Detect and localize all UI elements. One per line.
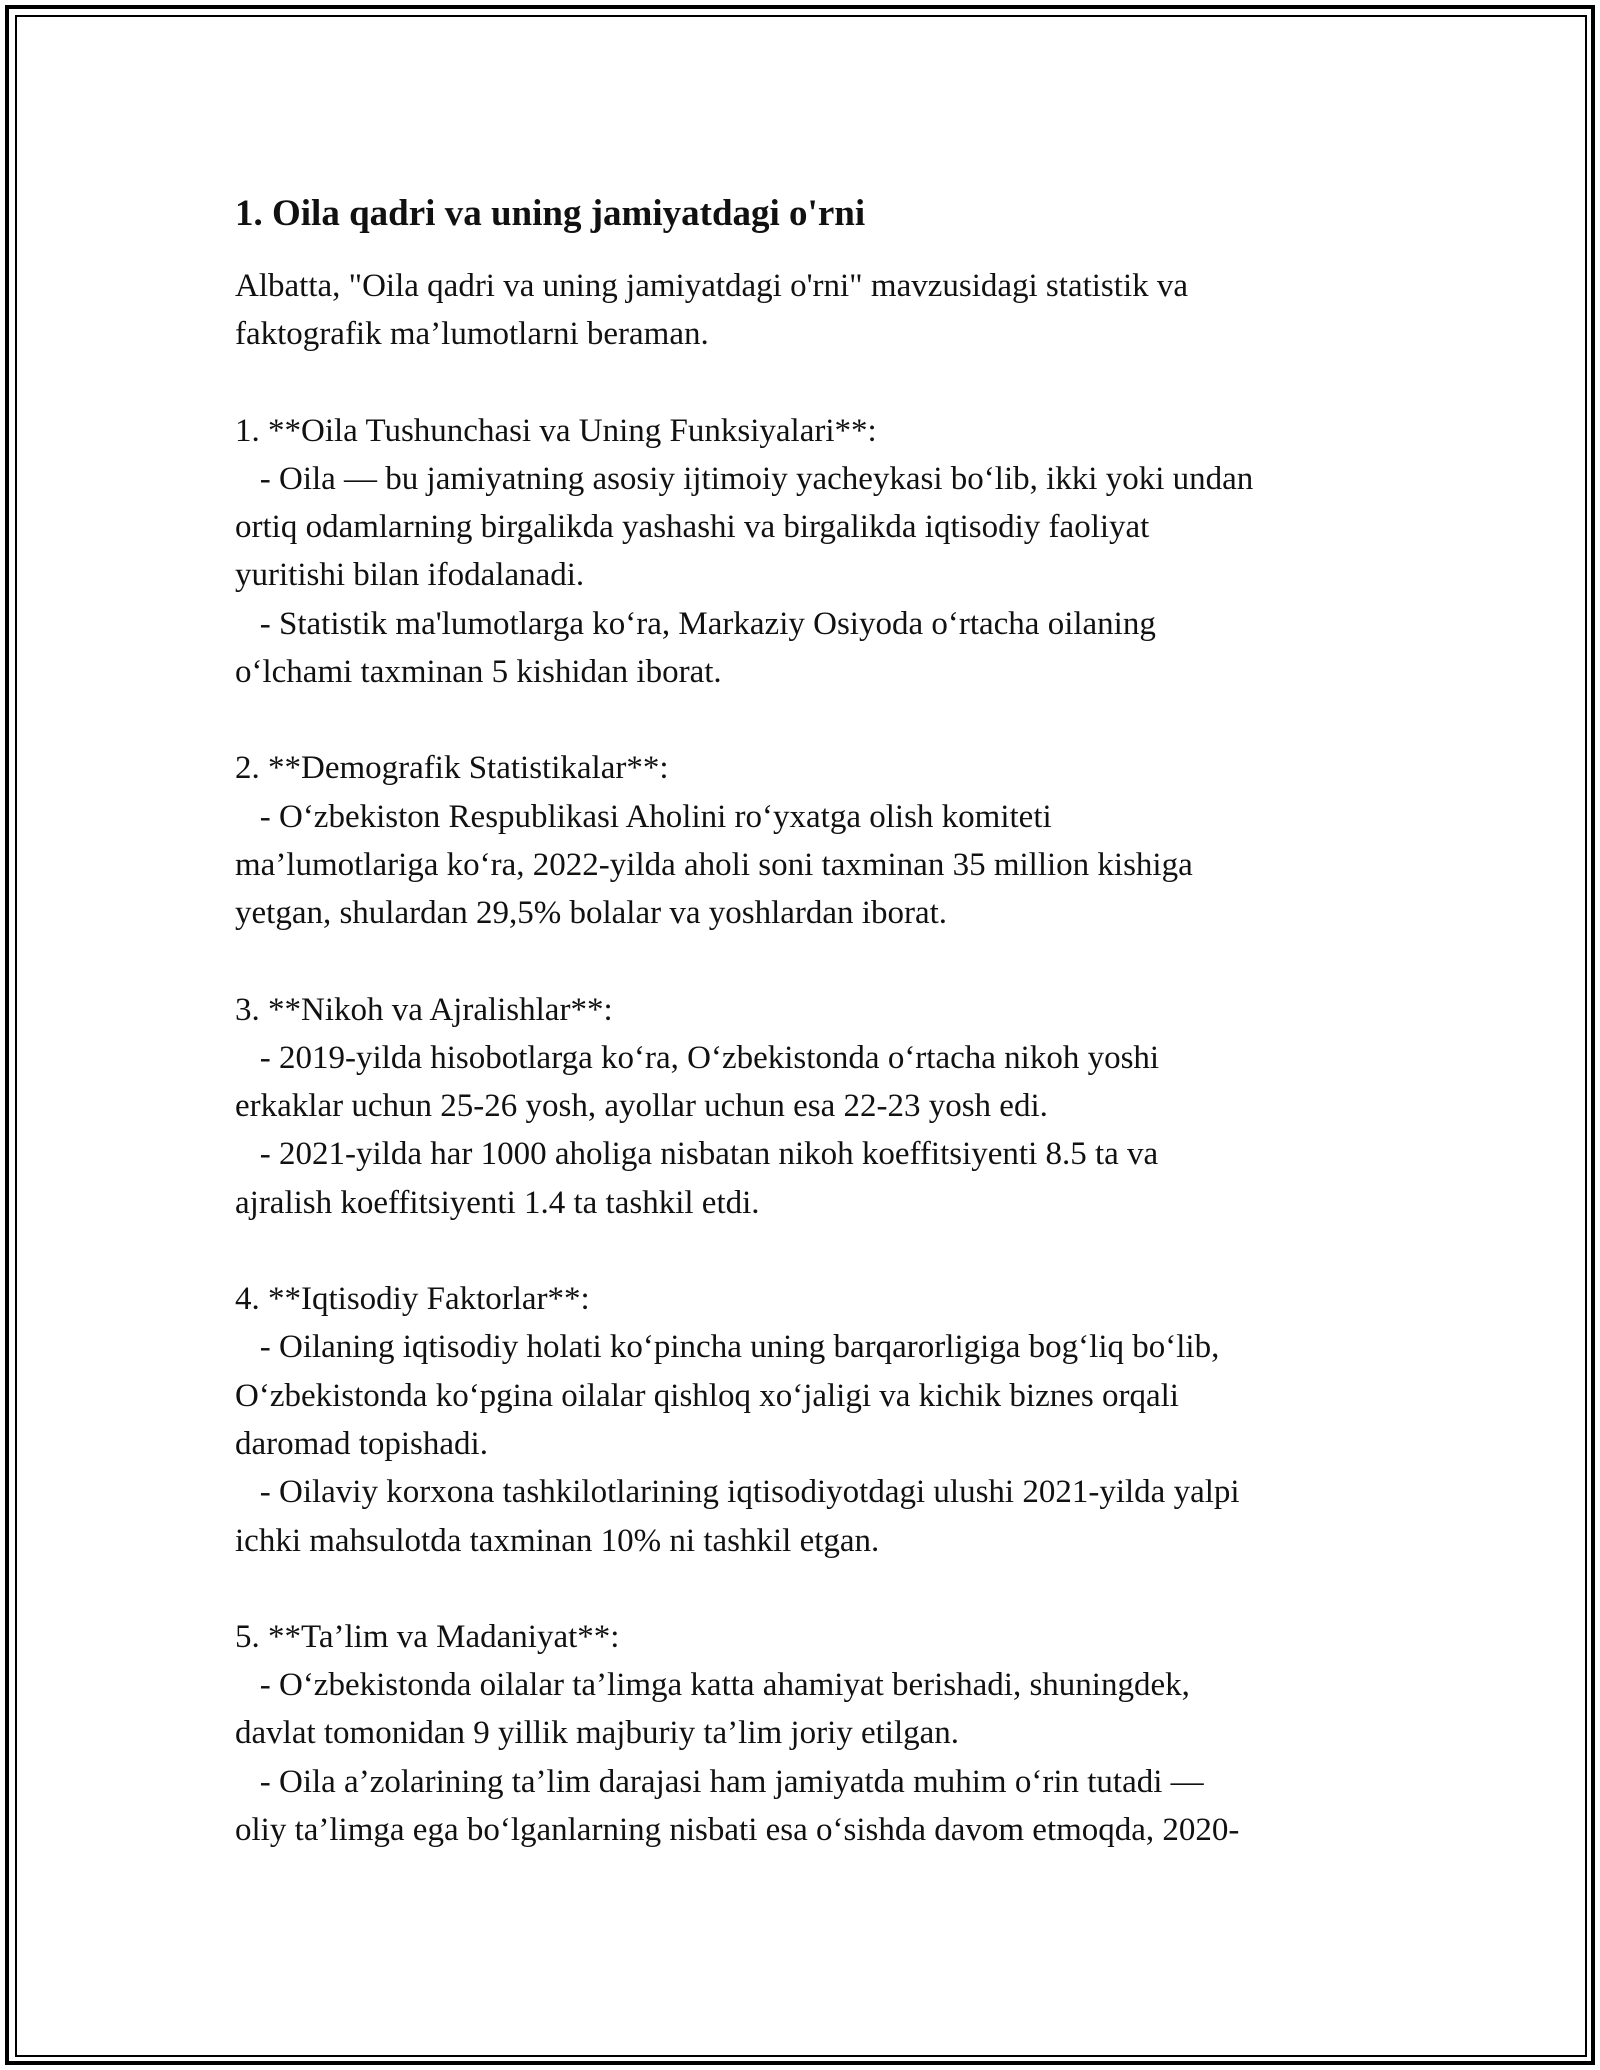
section-line: ichki mahsulotda taxminan 10% ni tashkil etgan. — [235, 1522, 880, 1559]
section-line: o‘lchami taxminan 5 kishidan iborat. — [235, 654, 722, 691]
section-line: - Oilaviy korxona tashkilotlarining iqtisodiyotdagi ulushi 2021-yilda yalpi — [235, 1474, 1240, 1511]
section-line: O‘zbekistonda ko‘pgina oilalar qishloq xo‘jaligi va kichik biznes orqali — [235, 1377, 1179, 1414]
section-5 — [235, 1613, 1385, 1854]
section-heading: 5. **Ta’lim va Madaniyat**: — [235, 1618, 620, 1655]
section-line: davlat tomonidan 9 yillik majburiy ta’lim joriy etilgan. — [235, 1715, 960, 1752]
section-line: oliy ta’limga ega bo‘lganlarning nisbati esa o‘sishda davom etmoqda, 2020- — [235, 1812, 1240, 1849]
section-line: erkaklar uchun 25-26 yosh, ayollar uchun esa 22-23 yosh edi. — [235, 1088, 1048, 1125]
intro-line: Albatta, "Oila qadri va uning jamiyatdagi o'rni" mavzusidagi statistik va — [235, 268, 1189, 304]
section-line: yetgan, shulardan 29,5% bolalar va yoshlardan iborat. — [235, 895, 948, 932]
section-1 — [235, 407, 1385, 697]
section-line: - O‘zbekiston Respublikasi Aholini ro‘yxatga olish komiteti — [235, 798, 1052, 835]
intro-line: faktografik ma’lumotlarni beraman. — [235, 316, 709, 353]
document-page — [235, 190, 1385, 1854]
section-2 — [235, 744, 1385, 937]
section-heading: 3. **Nikoh va Ajralishlar**: — [235, 991, 613, 1028]
section-line: - Oila a’zolarining ta’lim darajasi ham jamiyatda muhim o‘rin tutadi — — [235, 1763, 1204, 1800]
section-line: - Oilaning iqtisodiy holati ko‘pincha uning barqarorligiga bog‘liq bo‘lib, — [235, 1329, 1220, 1366]
document-title: 1. Oila qadri va uning jamiyatdagi o'rni — [235, 193, 866, 234]
section-heading: 1. **Oila Tushunchasi va Uning Funksiyalari**: — [235, 412, 877, 449]
section-heading: 4. **Iqtisodiy Faktorlar**: — [235, 1281, 590, 1318]
section-line: - O‘zbekistonda oilalar ta’limga katta ahamiyat berishadi, shuningdek, — [235, 1667, 1190, 1704]
section-line: - 2019-yilda hisobotlarga ko‘ra, O‘zbekistonda o‘rtacha nikoh yoshi — [235, 1039, 1160, 1076]
section-line: ajralish koeffitsiyenti 1.4 ta tashkil etdi. — [235, 1184, 760, 1221]
section-4 — [235, 1275, 1385, 1565]
section-line: daromad topishadi. — [235, 1425, 488, 1462]
section-3 — [235, 986, 1385, 1227]
intro-paragraph — [235, 262, 1385, 359]
section-heading: 2. **Demografik Statistikalar**: — [235, 750, 669, 787]
section-line: ma’lumotlariga ko‘ra, 2022-yilda aholi soni taxminan 35 million kishiga — [235, 846, 1193, 883]
section-line: yuritishi bilan ifodalanadi. — [235, 557, 585, 594]
section-line: - 2021-yilda har 1000 aholiga nisbatan nikoh koeffitsiyenti 8.5 ta va — [235, 1136, 1159, 1173]
section-line: - Oila — bu jamiyatning asosiy ijtimoiy yacheykasi bo‘lib, ikki yoki undan — [235, 460, 1254, 497]
section-line: ortiq odamlarning birgalikda yashashi va birgalikda iqtisodiy faoliyat — [235, 509, 1150, 546]
section-line: - Statistik ma'lumotlarga ko‘ra, Markaziy Osiyoda o‘rtacha oilaning — [235, 605, 1156, 642]
